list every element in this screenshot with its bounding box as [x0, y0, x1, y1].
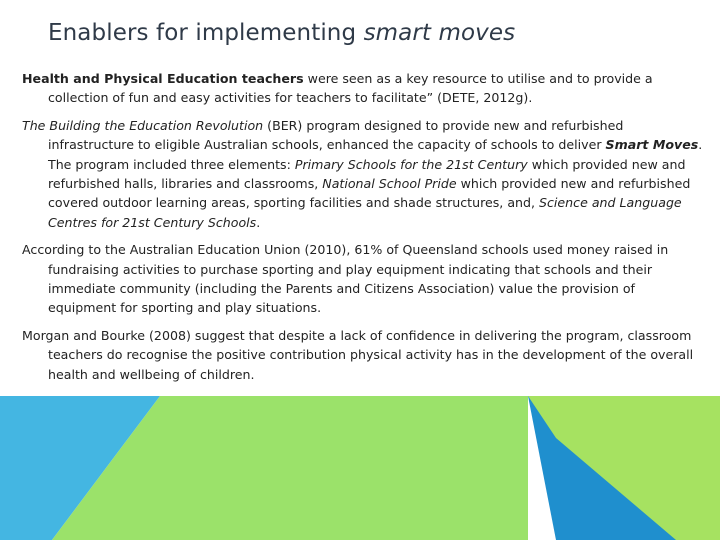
- hpe-teachers-text: were seen as a key resource to utilise and to provide a collection of fun and easy activities for teachers to facilitate” (DETE, 2012g).: [48, 71, 653, 106]
- slide-body: [22, 69, 704, 392]
- science-language-italic: Science and Language Centres for 21st Century Schools: [48, 195, 682, 230]
- paragraph-ber-program: [22, 116, 704, 232]
- paragraph-morgan-bourke: Morgan and Bourke (2008) suggest that despite a lack of confidence in delivering the program, classroom teachers do recognise the positive contribution physical activity has in the development of the overall health and wellbeing of children.: [22, 327, 694, 382]
- ber-text-b: . The program included three elements:: [48, 137, 703, 172]
- slide-title: [48, 20, 515, 46]
- ber-program-italic: The Building the Education Revolution: [22, 117, 264, 133]
- ber-text-a: (BER) program designed to provide new and refurbished infrastructure to eligible Australian schools, enhanced the capacity of schools to deliver: [48, 117, 624, 153]
- hpe-teachers-bold: Health and Physical Education teachers: [22, 71, 304, 86]
- decorative-footer-band: [0, 396, 720, 540]
- paragraph-hpe-teachers: [22, 69, 704, 108]
- nsp-italic: National School Pride: [322, 176, 457, 192]
- ber-text-e: .: [256, 214, 261, 230]
- slide-title-plain: Enablers for implementing: [48, 20, 364, 46]
- ber-text-c: which provided new and refurbished halls, libraries and classrooms,: [48, 156, 686, 192]
- slide-title-italic: smart moves: [363, 20, 516, 46]
- psfc-italic: Primary Schools for the 21st Century: [294, 156, 528, 172]
- paragraph-aeu: According to the Australian Education Union (2010), 61% of Queensland schools used money raised in fundraising activities to purchase sporting and play equipment indicating that schools and their immediate community (including the Parents and Citizens Association) value the provision of equipment for sporting and play situations.: [22, 242, 669, 316]
- ber-text-d: which provided new and refurbished covered outdoor learning areas, sporting facilities and shade structures, and,: [48, 176, 691, 211]
- smart-moves-bold-italic: Smart Moves: [605, 137, 699, 153]
- footer-shapes: [0, 396, 720, 540]
